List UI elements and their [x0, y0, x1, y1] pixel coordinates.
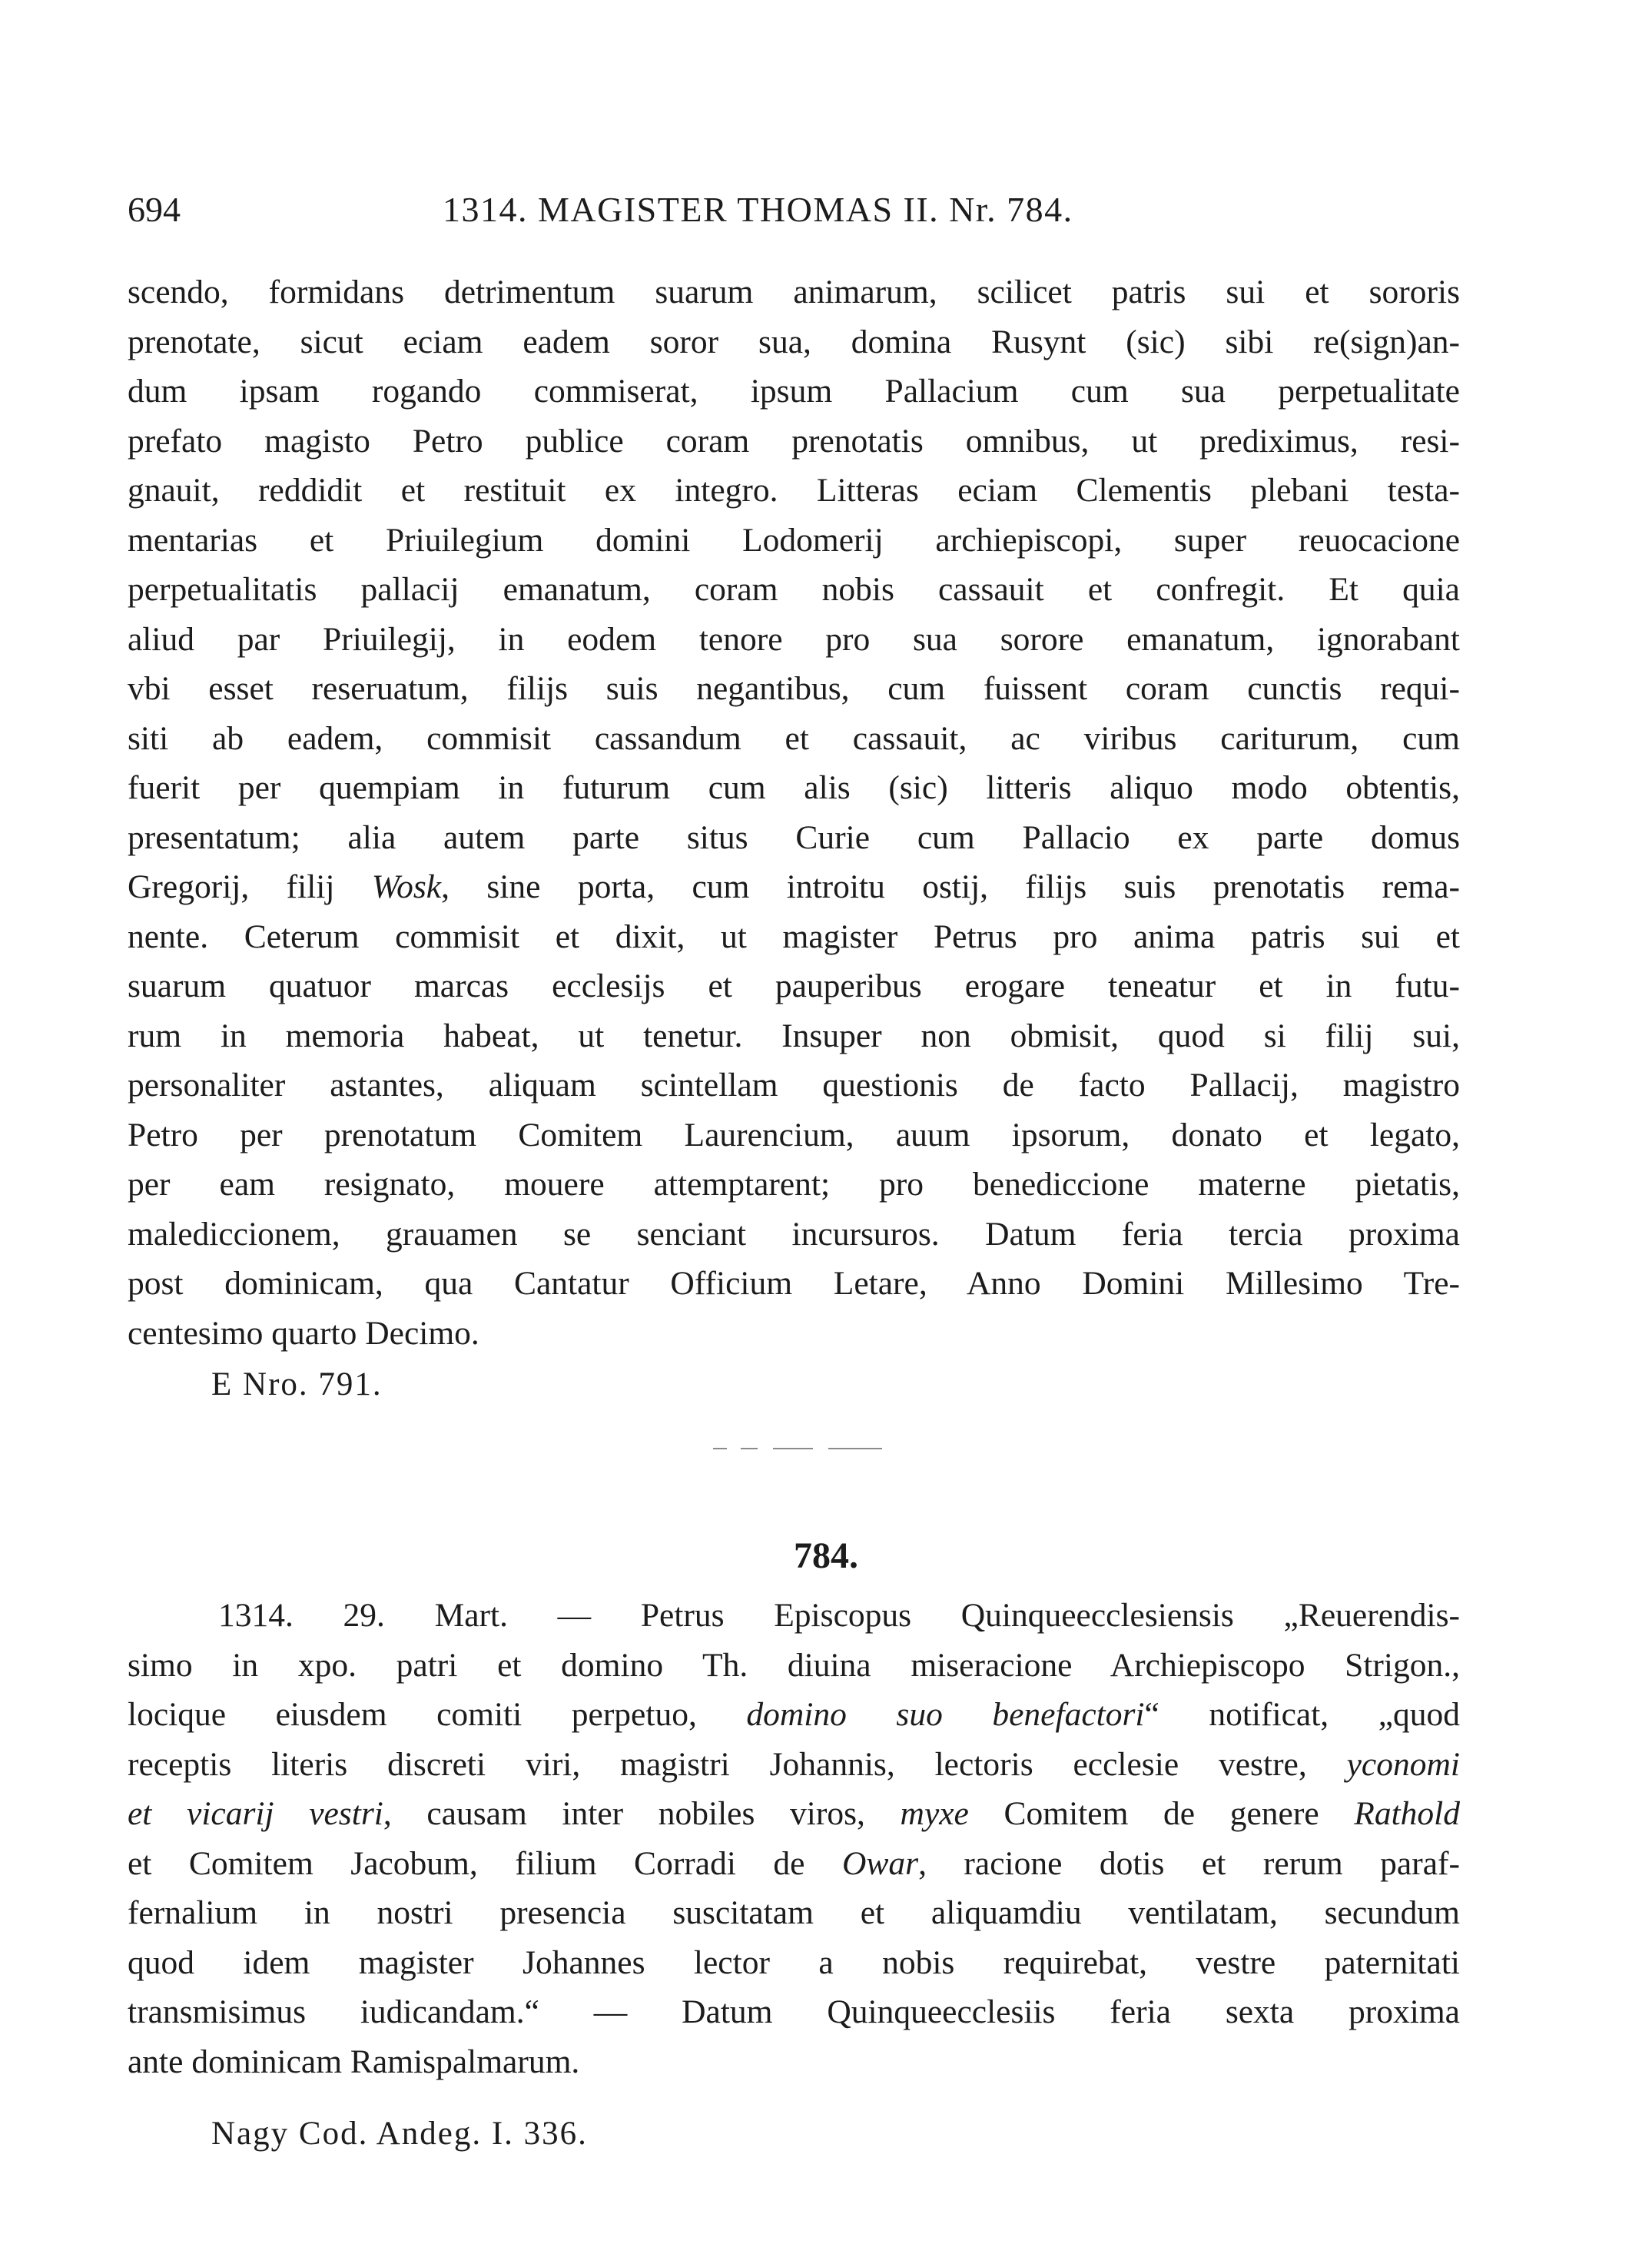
source-reference: E Nro. 791. [211, 1366, 383, 1402]
text-line [128, 862, 1460, 912]
text-line: malediccionem, grauamen se senciant incursuros. Datum feria tercia proxima [128, 1215, 1460, 1253]
text-segment: , racione dotis et rerum paraf- [918, 1844, 1460, 1882]
italic-segment: Rathold [1354, 1795, 1460, 1832]
text-line [128, 1839, 1460, 1889]
text-line: fuerit per quempiam in futurum cum alis (sic) litteris aliquo modo obtentis, [128, 769, 1460, 806]
text-line: gnauit, reddidit et restituit ex integro. Litteras eciam Clementis plebani testa- [128, 472, 1460, 509]
italic-segment: myxe [900, 1795, 969, 1832]
text-line: suarum quatuor marcas ecclesijs et pauperibus erogare teneatur et in futu- [128, 968, 1460, 1004]
text-line: siti ab eadem, commisit cassandum et cassauit, ac viribus cariturum, cum [128, 719, 1460, 757]
document-regest [128, 1591, 1460, 2086]
text-segment: “ notificat, „quod [1144, 1696, 1460, 1733]
section-separator [713, 1448, 882, 1450]
text-segment: , causam inter nobiles viros, [383, 1795, 901, 1832]
text-line [128, 1690, 1460, 1740]
document-number: 784. [794, 1535, 858, 1576]
text-line: rum in memoria habeat, ut tenetur. Insuper non obmisit, quod si filij sui, [128, 1017, 1460, 1054]
text-line: Petro per prenotatum Comitem Laurencium, auum ipsorum, donato et legato, [128, 1116, 1460, 1153]
text-segment: locique eiusdem comiti perpetuo, [128, 1696, 747, 1733]
text-segment: , sine porta, cum introitu ostij, filijs suis prenotatis rema- [441, 868, 1460, 905]
text-line [128, 1789, 1460, 1839]
text-line: personaliter astantes, aliquam scintellam questionis de facto Pallacij, magistro [128, 1067, 1460, 1104]
text-line: centesimo quarto Decimo. [128, 1314, 479, 1352]
source-reference-nagy: Nagy Cod. Andeg. I. 336. [211, 2116, 588, 2152]
text-line: fernalium in nostri presencia suscitatam et aliquamdiu ventilatam, secundum [128, 1894, 1460, 1931]
italic-segment: et vicarij vestri [128, 1795, 383, 1832]
italic-segment: Wosk [371, 868, 442, 905]
text-line: prenotate, sicut eciam eadem soror sua, domina Rusynt (sic) sibi re(sign)an- [128, 323, 1460, 360]
text-line: vbi esset reseruatum, filijs suis negantibus, cum fuissent coram cunctis requi- [128, 670, 1460, 707]
italic-segment: domino suo benefactori [746, 1696, 1145, 1733]
text-line: dum ipsam rogando commiserat, ipsum Pallacium cum sua perpetualitate [128, 373, 1460, 410]
running-head [128, 183, 1511, 237]
text-line: mentarias et Priuilegium domini Lodomerij archiepiscopi, super reuocacione [128, 521, 1460, 559]
page-number: 694 [128, 190, 181, 229]
text-line: scendo, formidans detrimentum suarum animarum, scilicet patris sui et sororis [128, 274, 1460, 310]
text-segment: receptis literis discreti viri, magistri Johannis, lectoris ecclesie vestre, [128, 1745, 1347, 1783]
text-line: 1314. 29. Mart. — Petrus Episcopus Quinqueecclesiensis „Reuerendis- [218, 1597, 1460, 1634]
text-segment: Comitem de genere [968, 1795, 1355, 1832]
text-line: ante dominicam Ramispalmarum. [128, 2043, 580, 2080]
text-line: nente. Ceterum commisit et dixit, ut magister Petrus pro anima patris sui et [128, 918, 1460, 955]
text-line: presentatum; alia autem parte situs Curie cum Pallacio ex parte domus [128, 818, 1460, 856]
italic-segment: Owar [841, 1844, 919, 1882]
text-line: quod idem magister Johannes lector a nobis requirebat, vestre paternitati [128, 1943, 1460, 1981]
text-line: simo in xpo. patri et domino Th. diuina miseracione Archiepiscopo Strigon., [128, 1646, 1460, 1684]
text-line: prefato magisto Petro publice coram prenotatis omnibus, ut prediximus, resi- [128, 422, 1460, 460]
header-title: 1314. MAGISTER THOMAS II. Nr. 784. [443, 190, 1073, 229]
text-line [128, 1740, 1460, 1790]
text-line: aliud par Priuilegij, in eodem tenore pro sua sorore emanatum, ignorabant [128, 620, 1460, 658]
text-line: post dominicam, qua Cantatur Officium Letare, Anno Domini Millesimo Tre- [128, 1265, 1460, 1302]
continuation-text [128, 267, 1460, 1358]
text-line: per eam resignato, mouere attemptarent; pro benediccione materne pietatis, [128, 1166, 1460, 1203]
text-segment: et Comitem Jacobum, filium Corradi de [128, 1844, 842, 1882]
italic-segment: yconomi [1346, 1745, 1460, 1783]
text-line: perpetualitatis pallacij emanatum, coram nobis cassauit et confregit. Et quia [128, 571, 1460, 608]
text-line: transmisimus iudicandam.“ — Datum Quinqueecclesiis feria sexta proxima [128, 1993, 1460, 2030]
text-segment: Gregorij, filij [128, 868, 372, 905]
